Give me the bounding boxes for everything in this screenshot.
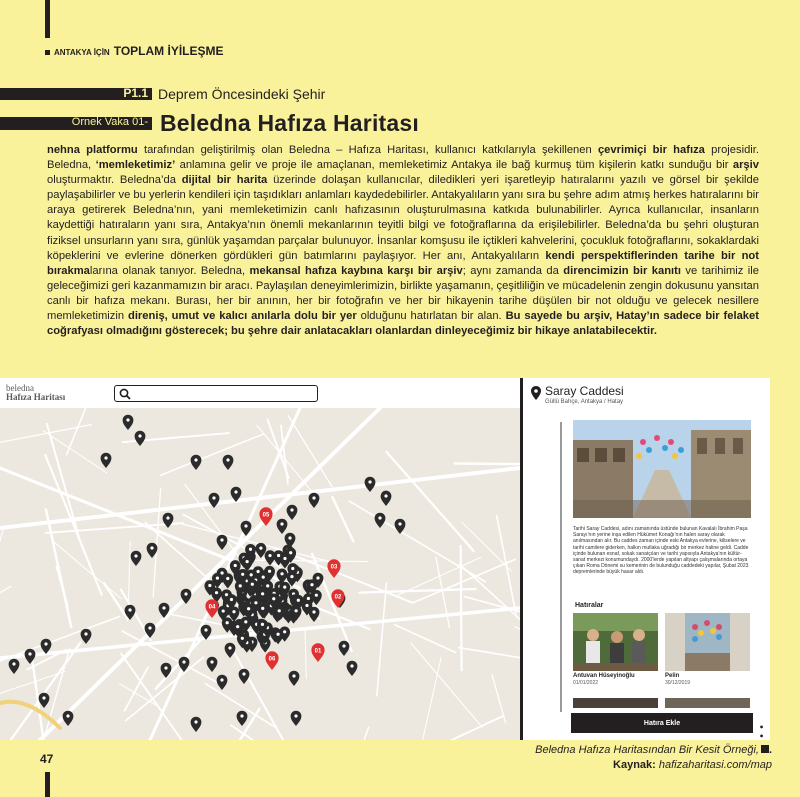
memory-photo — [665, 613, 750, 671]
pin-number: 06 — [268, 656, 276, 663]
search-input[interactable] — [114, 385, 318, 402]
body-emphasis: direncimizin bir kanıtı — [563, 264, 681, 277]
section-small-label: ANTAKYA İÇİN — [54, 48, 110, 57]
subheading — [0, 86, 325, 102]
add-memory-button[interactable]: Hatıra Ekle — [571, 713, 753, 733]
body-segment: ve tarihimiz ile geleceğimizi geri kazanmamızın bir aracı. Paylaşılan deneyimlerimizin, birlikte yaşamanın, çeşitliliğin ve mücadelenin zengin dokusunu yansıtan canlı bir hafıza mekanı. Burası, her bir anının, her bir fotoğrafın ve her bir hikayenin tarihe düşülen bir not olduğu ve gelecek nesillere memleketimizin — [47, 264, 759, 323]
figure-caption: Beledna Hafıza Haritasından Bir Kesit Örneği, . Kaynak: hafizaharitasi.com/map — [535, 744, 772, 771]
body-segment: projesidir. Beledna, — [47, 144, 760, 172]
bullet-square-icon — [45, 50, 50, 55]
section-tag — [45, 44, 224, 58]
subheading-bar — [0, 88, 152, 100]
subheading-code: P1.1 — [123, 86, 148, 100]
page-number: 47 — [40, 752, 54, 766]
pin-number: 04 — [208, 604, 216, 611]
case-title: Beledna Hafıza Haritası — [160, 110, 419, 136]
case-heading — [0, 110, 419, 137]
map-road — [455, 463, 520, 464]
memory-photo — [573, 613, 658, 671]
source-url: hafizaharitasi.com/map — [658, 759, 772, 771]
place-photo — [573, 420, 751, 518]
body-emphasis: dijital bir harita — [181, 174, 268, 187]
logo-top: beledna — [6, 383, 34, 393]
place-subtitle: Güllü Bahçe, Antakya / Hatay — [545, 399, 624, 405]
body-emphasis: kendi perspektiflerinden tarihe bir not bırakma — [47, 249, 759, 277]
pin-number: 01 — [314, 648, 322, 655]
logo-bottom: Hafıza Haritası — [6, 392, 66, 402]
pin-number: 05 — [262, 512, 270, 519]
memory-date: 01/01/2022 — [573, 680, 599, 686]
map-header — [0, 378, 520, 408]
memory-author: Pelin — [665, 673, 680, 679]
body-segment: anlamına gelir ve proje ile amaçlanan, memleketimiz Antakya ile bağ kurmuş tüm kişilerin katkı sunduğu bir — [175, 159, 733, 172]
bottom-rule — [45, 772, 50, 797]
body-segment: olduğunu hatırlatan bir alan. — [356, 310, 506, 323]
memory-card-partial — [665, 698, 750, 708]
place-description: Tarihi Saray Caddesi, adını zamanında üstünde bulunan Kavalalı İbrahim Paşa Sarayı’nın yerine inşa edilen Hükümet Konağı’nın halen saray olarak anılmasından alır. Bu caddes zaman içinde eski Antakya evlerine, kiliselere ve tarihi camilere giderken, halkın mutlaka uğradığı bir merkez haline geldi. Cadde içinde bulunan esnaf, sokak sanatçıları ve tarihi yapısıyla Antakya’nın kültür-sanat merkezi konumundaydı. 2000’lerde yapılan altyapı çalışmalarında ortaya çıkan Roma Dönemi su kemerinin de bulunduğu caddedeki yapılar, Şubat 2023 depremlerinde büyük hasar aldı. — [573, 526, 749, 576]
map-screenshot-figure — [0, 378, 770, 740]
section-title: TOPLAM İYİLEŞME — [113, 44, 224, 58]
memory-card[interactable] — [573, 613, 658, 686]
memory-card-partial — [573, 698, 658, 708]
body-paragraph — [47, 143, 759, 339]
body-segment: larına olanak tanıyor. Beledna, — [89, 264, 250, 277]
place-title: Saray Caddesi — [545, 384, 624, 398]
memories-heading: Hatıralar — [575, 602, 604, 609]
caption-square-icon — [761, 745, 769, 753]
map-pane — [0, 378, 520, 740]
body-emphasis: ‘memleketimiz’ — [95, 159, 176, 172]
map-road — [461, 546, 462, 670]
beledna-logo — [6, 384, 65, 402]
pin-number: 02 — [334, 594, 342, 601]
memory-author: Antuvan Hüseyinoğlu — [573, 673, 635, 679]
body-segment: üzerinde dolaşan kullanıcılar, diledikleri yeri işaretleyip hatıralarını yazılı ve görsel bir şekilde paylaşabilirler ve bu yerlerin kendileri için taşıdıkları anlamları kaydedebilirler. Antakyalıların yanı sıra bu şehre adım atmış herkes hatıralarını bir araya getirerek Beledna’nın, yani memleketimizin canlı hafızasının oluşturulmasına katkıda bulunabilirler. Ayrıca kullanıcılar, insanların kaydettiği hatıraların yanı sıra, Antakya’nın önemli mekanlarının teyitli bilgi ve fotoğraflarına da erişilebilirler. Beledna’da bu şehri oluşturan fiziksel unsurların yanı sıra, günlük yaşamdan parçalar bulunuyor. İnsanlar komşusu ile içtikleri kahvelerini, çocukluk fotoğraflarını, sokaklardaki köpeklerini ve evlerine dönerken gördükleri gün batımlarını paylaşıyor. Her anı, Antakyalıların — [47, 174, 759, 262]
case-label: Örnek Vaka 01- — [71, 116, 148, 128]
body-emphasis: arşiv — [732, 159, 759, 172]
memory-card[interactable] — [665, 613, 750, 686]
body-emphasis: mekansal hafıza kaybına karşı bir arşiv — [249, 264, 463, 277]
place-detail-panel — [520, 378, 770, 740]
body-emphasis: direniş, umut ve kalıcı anılarla dolu bir yer — [127, 310, 357, 323]
caption-text: Beledna Hafıza Haritasından Bir Kesit Örneği, — [535, 744, 759, 756]
body-segment: oluşturmaktır. Beledna’da — [47, 174, 182, 187]
location-pin-icon — [531, 386, 541, 400]
search-icon — [119, 388, 131, 400]
body-emphasis: nehna platformu — [47, 144, 138, 156]
case-bar — [0, 117, 152, 130]
body-segment: ; aynı zamanda da — [462, 264, 564, 277]
subheading-title: Deprem Öncesindeki Şehir — [158, 86, 326, 102]
body-emphasis: Bu sayede bu arşiv, Hatay’ın sadece bir felaket coğrafyası olmadığını gösterecek; bu şehre dair anlatacakları olanlardan dinleyeceğimiz bir hikaye anlatabilecektir. — [47, 310, 759, 338]
memory-date: 30/12/2019 — [665, 680, 691, 686]
top-rule — [45, 0, 50, 38]
body-emphasis: çevrimiçi bir hafıza — [597, 144, 705, 156]
source-label: Kaynak: — [613, 759, 656, 771]
scrollbar[interactable] — [560, 422, 562, 712]
pagination-dots[interactable]: • • — [759, 723, 770, 741]
pin-number: 03 — [330, 564, 338, 571]
body-segment: tarafından geliştirilmiş olan Beledna – Hafıza Haritası, kullanıcı katkılarıyla şekillenen — [137, 144, 598, 156]
city-map[interactable] — [0, 408, 520, 740]
